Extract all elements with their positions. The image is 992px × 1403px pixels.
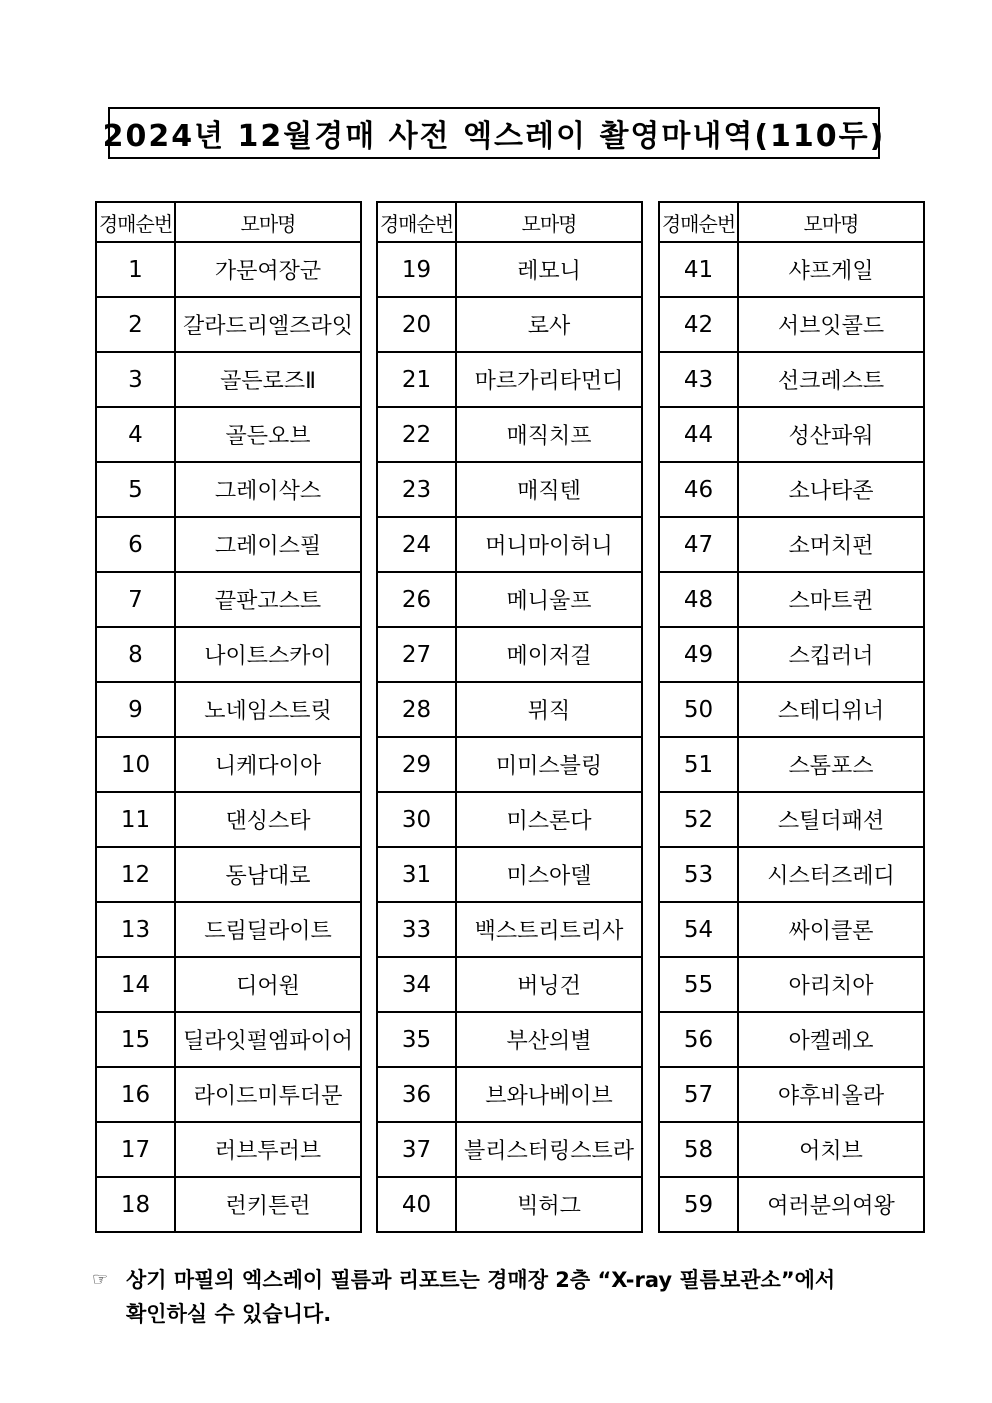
auction-order-cell: 23 <box>377 462 456 517</box>
auction-order-cell: 34 <box>377 957 456 1012</box>
auction-order-cell: 16 <box>96 1067 175 1122</box>
table-row <box>377 792 642 847</box>
auction-order-cell: 29 <box>377 737 456 792</box>
dam-name-cell: 선크레스트 <box>738 352 924 407</box>
table-row <box>96 242 361 297</box>
table-row <box>659 517 924 572</box>
dam-name-cell: 미스아델 <box>456 847 642 902</box>
auction-order-cell: 37 <box>377 1122 456 1177</box>
dam-name-cell: 메이저걸 <box>456 627 642 682</box>
auction-order-cell: 48 <box>659 572 738 627</box>
footnote <box>92 1263 912 1331</box>
auction-order-cell: 47 <box>659 517 738 572</box>
dam-name-cell: 골든로즈Ⅱ <box>175 352 361 407</box>
auction-order-cell: 19 <box>377 242 456 297</box>
dam-name-cell: 블리스터링스트라 <box>456 1122 642 1177</box>
table-row <box>659 297 924 352</box>
column-header-horse: 모마명 <box>738 202 924 242</box>
table-row <box>96 792 361 847</box>
dam-name-cell: 스테디위너 <box>738 682 924 737</box>
table-row <box>377 737 642 792</box>
auction-order-cell: 57 <box>659 1067 738 1122</box>
table-row <box>659 1067 924 1122</box>
auction-order-cell: 1 <box>96 242 175 297</box>
table-row <box>377 462 642 517</box>
column-header-order: 경매순번 <box>96 202 175 242</box>
auction-order-cell: 20 <box>377 297 456 352</box>
auction-order-cell: 8 <box>96 627 175 682</box>
auction-order-cell: 51 <box>659 737 738 792</box>
header-row <box>659 202 924 242</box>
table-row <box>659 682 924 737</box>
dam-name-cell: 레모니 <box>456 242 642 297</box>
dam-name-cell: 노네임스트릿 <box>175 682 361 737</box>
dam-name-cell: 스톰포스 <box>738 737 924 792</box>
table-row <box>96 1067 361 1122</box>
dam-name-cell: 어치브 <box>738 1122 924 1177</box>
dam-name-cell: 아켈레오 <box>738 1012 924 1067</box>
table-row <box>96 572 361 627</box>
auction-order-cell: 7 <box>96 572 175 627</box>
column-header-horse: 모마명 <box>456 202 642 242</box>
table-row <box>659 572 924 627</box>
table-row <box>377 1067 642 1122</box>
dam-name-cell: 동남대로 <box>175 847 361 902</box>
dam-name-cell: 스틸더패션 <box>738 792 924 847</box>
title-box <box>102 107 886 159</box>
auction-order-cell: 50 <box>659 682 738 737</box>
table-row <box>659 352 924 407</box>
auction-order-cell: 31 <box>377 847 456 902</box>
footnote-line-1: 상기 마필의 엑스레이 필름과 리포트는 경매장 2층 “X-ray 필름보관소”에서 <box>126 1268 836 1292</box>
table-row <box>96 352 361 407</box>
dam-name-cell: 미스론다 <box>456 792 642 847</box>
dam-name-cell: 매직치프 <box>456 407 642 462</box>
table-row <box>377 407 642 462</box>
auction-order-cell: 44 <box>659 407 738 462</box>
table-row <box>659 1012 924 1067</box>
table-row <box>659 1122 924 1177</box>
auction-order-cell: 36 <box>377 1067 456 1122</box>
auction-order-cell: 17 <box>96 1122 175 1177</box>
auction-order-cell: 6 <box>96 517 175 572</box>
auction-order-cell: 41 <box>659 242 738 297</box>
auction-order-cell: 28 <box>377 682 456 737</box>
table-row <box>377 1177 642 1232</box>
table-row <box>377 517 642 572</box>
dam-name-cell: 머니마이허니 <box>456 517 642 572</box>
auction-order-cell: 55 <box>659 957 738 1012</box>
auction-order-cell: 26 <box>377 572 456 627</box>
auction-order-cell: 43 <box>659 352 738 407</box>
page-title: 2024년 12월경매 사전 엑스레이 촬영마내역(110두) <box>102 119 886 154</box>
table-row <box>377 682 642 737</box>
auction-order-cell: 10 <box>96 737 175 792</box>
auction-order-cell: 35 <box>377 1012 456 1067</box>
auction-order-cell: 53 <box>659 847 738 902</box>
auction-order-cell: 54 <box>659 902 738 957</box>
table-row <box>96 957 361 1012</box>
auction-order-cell: 27 <box>377 627 456 682</box>
dam-name-cell: 서브잇콜드 <box>738 297 924 352</box>
table-row <box>96 627 361 682</box>
header-row <box>377 202 642 242</box>
table-row <box>377 902 642 957</box>
dam-name-cell: 미미스블링 <box>456 737 642 792</box>
auction-order-cell: 46 <box>659 462 738 517</box>
table-row <box>659 627 924 682</box>
table-row <box>96 682 361 737</box>
column-header-order: 경매순번 <box>659 202 738 242</box>
dam-name-cell: 야후비올라 <box>738 1067 924 1122</box>
dam-name-cell: 라이드미투더문 <box>175 1067 361 1122</box>
table-row <box>96 1012 361 1067</box>
dam-name-cell: 뮈직 <box>456 682 642 737</box>
dam-name-cell: 골든오브 <box>175 407 361 462</box>
dam-name-cell: 빅허그 <box>456 1177 642 1232</box>
column-header-order: 경매순번 <box>377 202 456 242</box>
table-row <box>659 462 924 517</box>
dam-name-cell: 끝판고스트 <box>175 572 361 627</box>
roster-table-1 <box>95 201 362 1233</box>
auction-order-cell: 18 <box>96 1177 175 1232</box>
table-row <box>659 792 924 847</box>
dam-name-cell: 아리치아 <box>738 957 924 1012</box>
table-row <box>377 572 642 627</box>
table-row <box>96 1122 361 1177</box>
table-row <box>659 957 924 1012</box>
dam-name-cell: 매직텐 <box>456 462 642 517</box>
dam-name-cell: 로사 <box>456 297 642 352</box>
table-row <box>377 297 642 352</box>
table-row <box>96 1177 361 1232</box>
table-row <box>377 847 642 902</box>
auction-order-cell: 3 <box>96 352 175 407</box>
table-row <box>659 902 924 957</box>
auction-order-cell: 11 <box>96 792 175 847</box>
dam-name-cell: 시스터즈레디 <box>738 847 924 902</box>
roster-table-2 <box>376 201 643 1233</box>
dam-name-cell: 니케다이아 <box>175 737 361 792</box>
dam-name-cell: 나이트스카이 <box>175 627 361 682</box>
header-row <box>96 202 361 242</box>
table-row <box>96 902 361 957</box>
dam-name-cell: 마르가리타먼디 <box>456 352 642 407</box>
auction-order-cell: 52 <box>659 792 738 847</box>
auction-order-cell: 24 <box>377 517 456 572</box>
dam-name-cell: 메니울프 <box>456 572 642 627</box>
auction-order-cell: 21 <box>377 352 456 407</box>
column-header-horse: 모마명 <box>175 202 361 242</box>
table-row <box>377 957 642 1012</box>
auction-order-cell: 13 <box>96 902 175 957</box>
auction-order-cell: 22 <box>377 407 456 462</box>
footnote-line-2: 확인하실 수 있습니다. <box>126 1302 332 1326</box>
table-row <box>96 407 361 462</box>
auction-order-cell: 12 <box>96 847 175 902</box>
table-row <box>96 847 361 902</box>
dam-name-cell: 런키튼런 <box>175 1177 361 1232</box>
auction-order-cell: 56 <box>659 1012 738 1067</box>
auction-order-cell: 30 <box>377 792 456 847</box>
dam-name-cell: 부산의별 <box>456 1012 642 1067</box>
auction-order-cell: 59 <box>659 1177 738 1232</box>
auction-order-cell: 2 <box>96 297 175 352</box>
table-row <box>659 407 924 462</box>
auction-order-cell: 9 <box>96 682 175 737</box>
auction-order-cell: 42 <box>659 297 738 352</box>
dam-name-cell: 여러분의여왕 <box>738 1177 924 1232</box>
dam-name-cell: 그레이스필 <box>175 517 361 572</box>
table-row <box>377 352 642 407</box>
table-row <box>96 462 361 517</box>
table-row <box>377 1012 642 1067</box>
dam-name-cell: 러브투러브 <box>175 1122 361 1177</box>
dam-name-cell: 소나타존 <box>738 462 924 517</box>
table-row <box>96 737 361 792</box>
auction-order-cell: 15 <box>96 1012 175 1067</box>
dam-name-cell: 브와나베이브 <box>456 1067 642 1122</box>
dam-name-cell: 갈라드리엘즈라잇 <box>175 297 361 352</box>
table-row <box>659 242 924 297</box>
dam-name-cell: 스킵러너 <box>738 627 924 682</box>
dam-name-cell: 댄싱스타 <box>175 792 361 847</box>
dam-name-cell: 샤프게일 <box>738 242 924 297</box>
dam-name-cell: 드림딜라이트 <box>175 902 361 957</box>
auction-order-cell: 49 <box>659 627 738 682</box>
auction-order-cell: 5 <box>96 462 175 517</box>
auction-order-cell: 4 <box>96 407 175 462</box>
table-row <box>377 627 642 682</box>
dam-name-cell: 싸이클론 <box>738 902 924 957</box>
table-row <box>659 847 924 902</box>
dam-name-cell: 소머치펀 <box>738 517 924 572</box>
auction-order-cell: 14 <box>96 957 175 1012</box>
dam-name-cell: 그레이삭스 <box>175 462 361 517</box>
dam-name-cell: 버닝건 <box>456 957 642 1012</box>
table-row <box>659 1177 924 1232</box>
dam-name-cell: 백스트리트리사 <box>456 902 642 957</box>
pointing-hand-icon: ☞ <box>92 1269 109 1290</box>
auction-order-cell: 40 <box>377 1177 456 1232</box>
table-row <box>377 242 642 297</box>
dam-name-cell: 가문여장군 <box>175 242 361 297</box>
dam-name-cell: 스마트퀸 <box>738 572 924 627</box>
table-row <box>96 297 361 352</box>
auction-order-cell: 33 <box>377 902 456 957</box>
table-row <box>377 1122 642 1177</box>
roster-table-3 <box>658 201 925 1233</box>
dam-name-cell: 딜라잇펄엠파이어 <box>175 1012 361 1067</box>
auction-order-cell: 58 <box>659 1122 738 1177</box>
table-row <box>96 517 361 572</box>
table-row <box>659 737 924 792</box>
dam-name-cell: 성산파워 <box>738 407 924 462</box>
dam-name-cell: 디어원 <box>175 957 361 1012</box>
